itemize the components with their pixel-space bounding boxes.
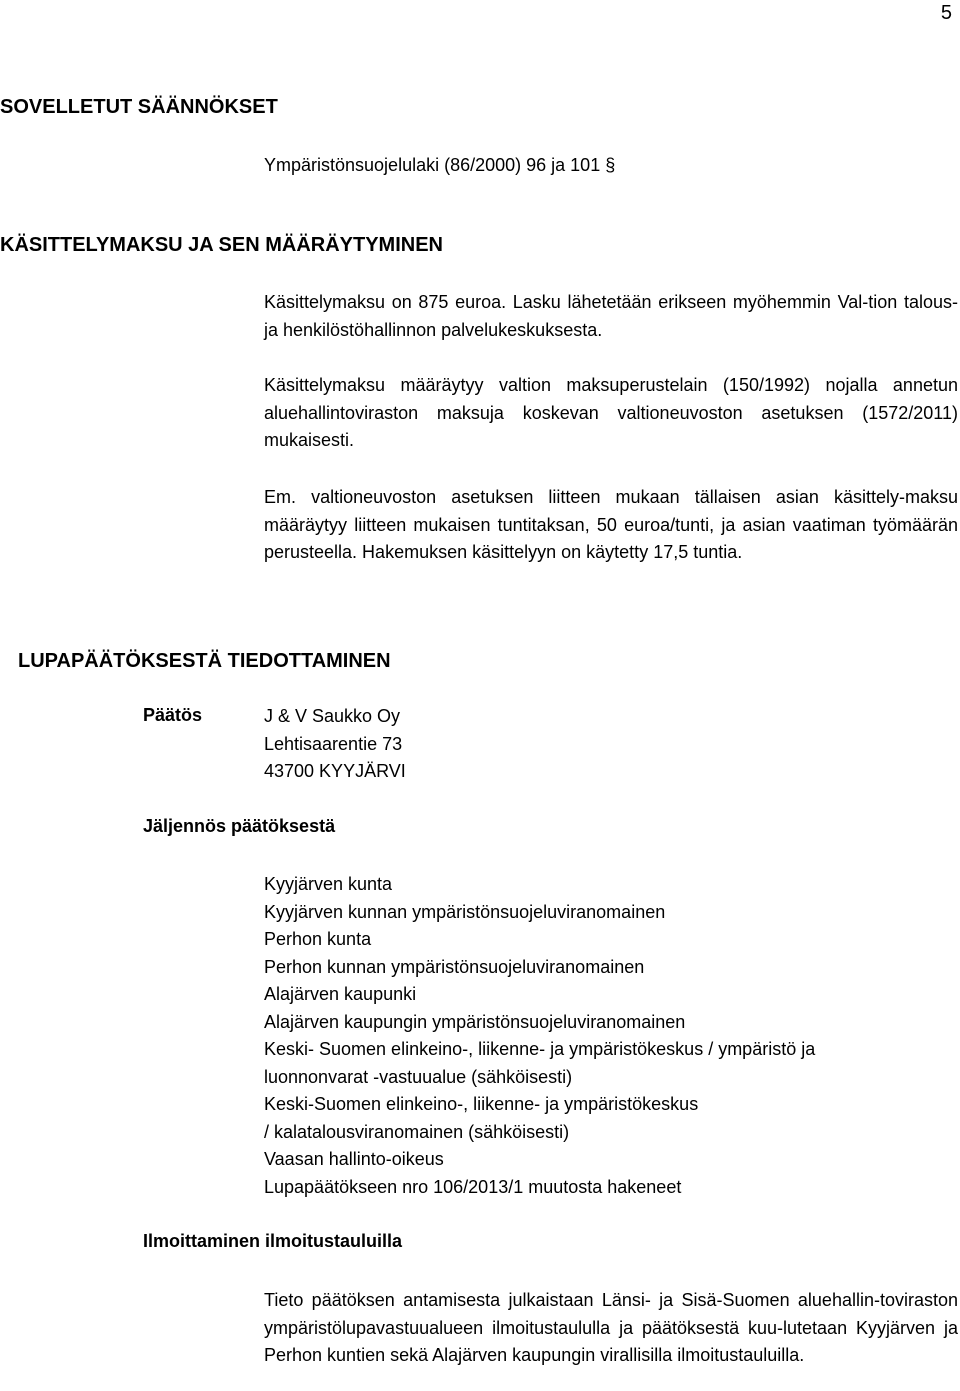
- recipient-line: Kyyjärven kunnan ympäristönsuojeluviranomainen: [264, 901, 666, 922]
- fee-paragraph-1: Käsittelymaksu on 875 euroa. Lasku lähetetään erikseen myöhemmin Val-tion talous- ja henkilöstöhallinnon palvelukeskuksesta.: [264, 292, 958, 340]
- recipient-line: Perhon kunta: [264, 929, 372, 949]
- ilmoittaminen-paragraph: Tieto päätöksen antamisesta julkaistaan Länsi- ja Sisä-Suomen aluehallin-toviraston ympäristölupavastuualueen ilmoitustaululla ja päätöksestä kuu-lutetaan Kyyjärven ja Perhon kuntien sekä Alajärven kaupungin virallisilla ilmoitustauluilla.: [264, 1290, 958, 1365]
- paatos-line: J & V Saukko Oy: [264, 706, 401, 726]
- recipient-line: / kalatalousviranomainen (sähköisesti): [264, 1121, 570, 1142]
- recipient-line: Vaasan hallinto-oikeus: [264, 1149, 444, 1169]
- label-ilmoittaminen: Ilmoittaminen ilmoitustauluilla: [143, 1231, 403, 1251]
- label-paatos: Päätös: [143, 705, 203, 725]
- page-number: 5: [940, 2, 952, 24]
- heading-lupapaatoksesta-tiedottaminen: LUPAPÄÄTÖKSESTÄ TIEDOTTAMINEN: [18, 650, 391, 672]
- label-jaljennos: Jäljennös päätöksestä: [143, 816, 336, 836]
- recipient-line: Keski-Suomen elinkeino-, liikenne- ja ympäristökeskus: [264, 1094, 699, 1114]
- recipient-line: Alajärven kaupunki: [264, 984, 417, 1004]
- paatos-line: Lehtisaarentie 73: [264, 733, 403, 754]
- recipient-line: Keski- Suomen elinkeino-, liikenne- ja ympäristökeskus / ympäristö ja: [264, 1039, 816, 1059]
- recipient-line: Alajärven kaupungin ympäristönsuojeluviranomainen: [264, 1011, 686, 1032]
- fee-paragraph-3: Em. valtioneuvoston asetuksen liitteen mukaan tällaisen asian käsittely-maksu määräytyy liitteen mukaisen tuntitaksan, 50 euroa/tunti, ja asian vaatiman työmäärän perusteella. Hakemuksen käsittelyyn on käytetty 17,5 tuntia.: [264, 487, 958, 562]
- jaljennos-recipients: [264, 871, 958, 1201]
- statute-reference: Ympäristönsuojelulaki (86/2000) 96 ja 101 §: [264, 155, 616, 175]
- paatos-recipient: [264, 703, 958, 786]
- recipient-line: Kyyjärven kunta: [264, 874, 393, 894]
- recipient-line: Lupapäätökseen nro 106/2013/1 muutosta hakeneet: [264, 1176, 682, 1197]
- recipient-line: luonnonvarat -vastuualue (sähköisesti): [264, 1066, 573, 1087]
- recipient-line: Perhon kunnan ympäristönsuojeluviranomainen: [264, 956, 645, 977]
- heading-kasittelymaksu: KÄSITTELYMAKSU JA SEN MÄÄRÄYTYMINEN: [0, 234, 443, 256]
- paatos-line: 43700 KYYJÄRVI: [264, 761, 406, 781]
- fee-paragraph-2: Käsittelymaksu määräytyy valtion maksuperustelain (150/1992) nojalla annetun aluehallintoviraston maksuja koskevan valtioneuvoston asetuksen (1572/2011) mukaisesti.: [264, 375, 958, 450]
- heading-sovelletut-saannokset: SOVELLETUT SÄÄNNÖKSET: [0, 96, 278, 118]
